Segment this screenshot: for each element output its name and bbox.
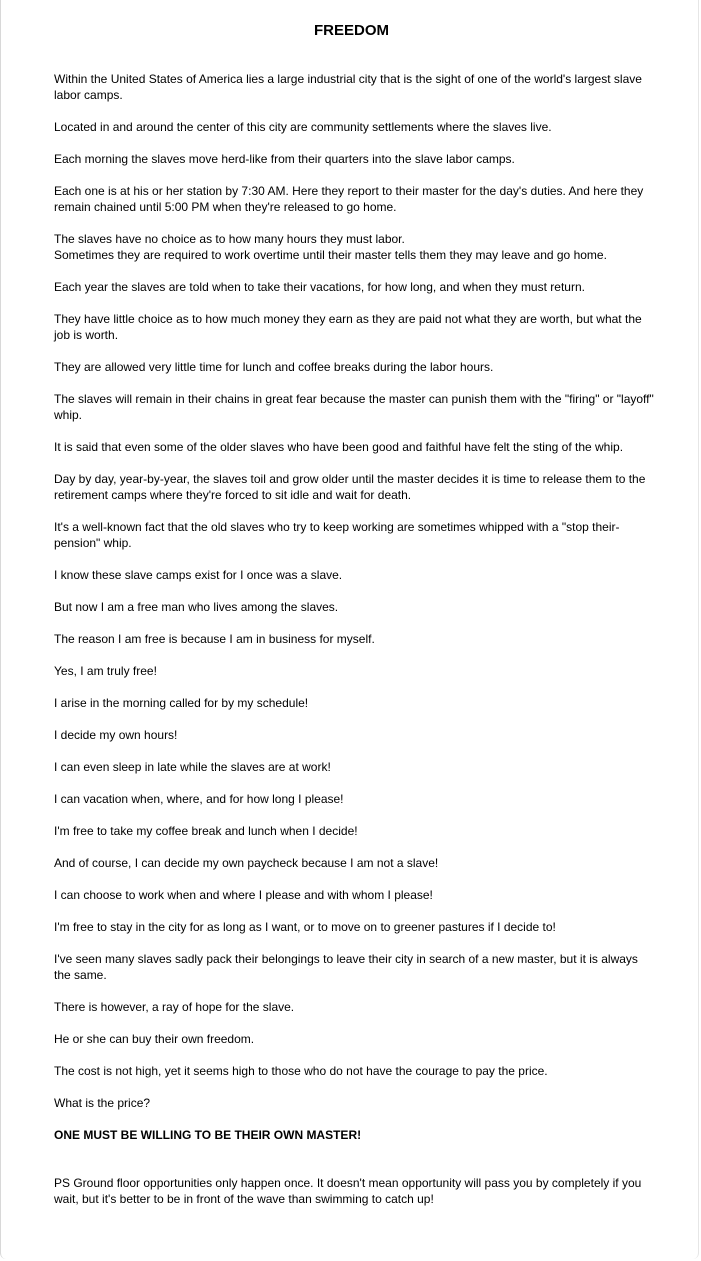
paragraph: Each morning the slaves move herd-like from their quarters into the slave labor camps. xyxy=(54,152,515,166)
paragraph: I arise in the morning called for by my schedule! xyxy=(54,696,309,710)
paragraph: And of course, I can decide my own paycheck because I am not a slave! xyxy=(54,856,439,870)
paragraph: Within the United States of America lies a large industrial city that is the sight of one of the world's largest slave labor camps. xyxy=(54,72,642,102)
paragraph: The cost is not high, yet it seems high to those who do not have the courage to pay the price. xyxy=(54,1064,548,1078)
paragraph: But now I am a free man who lives among the slaves. xyxy=(54,600,339,614)
paragraph: I know these slave camps exist for I once was a slave. xyxy=(54,568,343,582)
paragraph: Day by day, year-by-year, the slaves toil and grow older until the master decides it is time to release them to the retirement camps where they're forced to sit idle and wait for death. xyxy=(54,472,646,502)
paragraph: Each year the slaves are told when to take their vacations, for how long, and when they must return. xyxy=(54,280,585,294)
paragraph: I'm free to take my coffee break and lunch when I decide! xyxy=(54,824,358,838)
paragraph: Located in and around the center of this city are community settlements where the slaves live. xyxy=(54,120,552,134)
conclusion-heading: ONE MUST BE WILLING TO BE THEIR OWN MASTER! xyxy=(54,1128,362,1142)
paragraph: He or she can buy their own freedom. xyxy=(54,1032,255,1046)
paragraph: I can even sleep in late while the slaves are at work! xyxy=(54,760,331,774)
document-title: FREEDOM xyxy=(314,22,389,39)
paragraph: I'm free to stay in the city for as long as I want, or to move on to greener pastures if I decide to! xyxy=(54,920,556,934)
paragraph-group xyxy=(54,231,654,263)
paragraph: It is said that even some of the older slaves who have been good and faithful have felt the sting of the whip. xyxy=(54,440,624,454)
paragraph: They are allowed very little time for lunch and coffee breaks during the labor hours. xyxy=(54,360,494,374)
paragraph: I can vacation when, where, and for how long I please! xyxy=(54,792,344,806)
paragraph: I decide my own hours! xyxy=(54,728,178,742)
paragraph: They have little choice as to how much money they earn as they are paid not what they are worth, but what the job is worth. xyxy=(54,312,642,342)
paragraph: I've seen many slaves sadly pack their belongings to leave their city in search of a new master, but it is always the same. xyxy=(54,952,638,982)
paragraph: It's a well-known fact that the old slaves who try to keep working are sometimes whipped with a "stop their-pension" whip. xyxy=(54,520,620,550)
paragraph-line: The slaves have no choice as to how many hours they must labor. xyxy=(54,232,405,246)
paragraph-line: Sometimes they are required to work overtime until their master tells them they may leave and go home. xyxy=(54,248,607,262)
paragraph: Yes, I am truly free! xyxy=(54,664,157,678)
document-body xyxy=(54,71,654,1223)
paragraph: There is however, a ray of hope for the slave. xyxy=(54,1000,295,1014)
paragraph: I can choose to work when and where I please and with whom I please! xyxy=(54,888,433,902)
postscript: PS Ground floor opportunities only happen once. It doesn't mean opportunity will pass you by completely if you wait, but it's better to be in front of the wave than swimming to catch up! xyxy=(54,1176,642,1206)
paragraph: Each one is at his or her station by 7:30 AM. Here they report to their master for the day's duties. And here they remain chained until 5:00 PM when they're released to go home. xyxy=(54,184,644,214)
paragraph: The reason I am free is because I am in business for myself. xyxy=(54,632,375,646)
paragraph: The slaves will remain in their chains in great fear because the master can punish them with the "firing" or "layoff" whip. xyxy=(54,392,654,422)
paragraph: What is the price? xyxy=(54,1096,151,1110)
